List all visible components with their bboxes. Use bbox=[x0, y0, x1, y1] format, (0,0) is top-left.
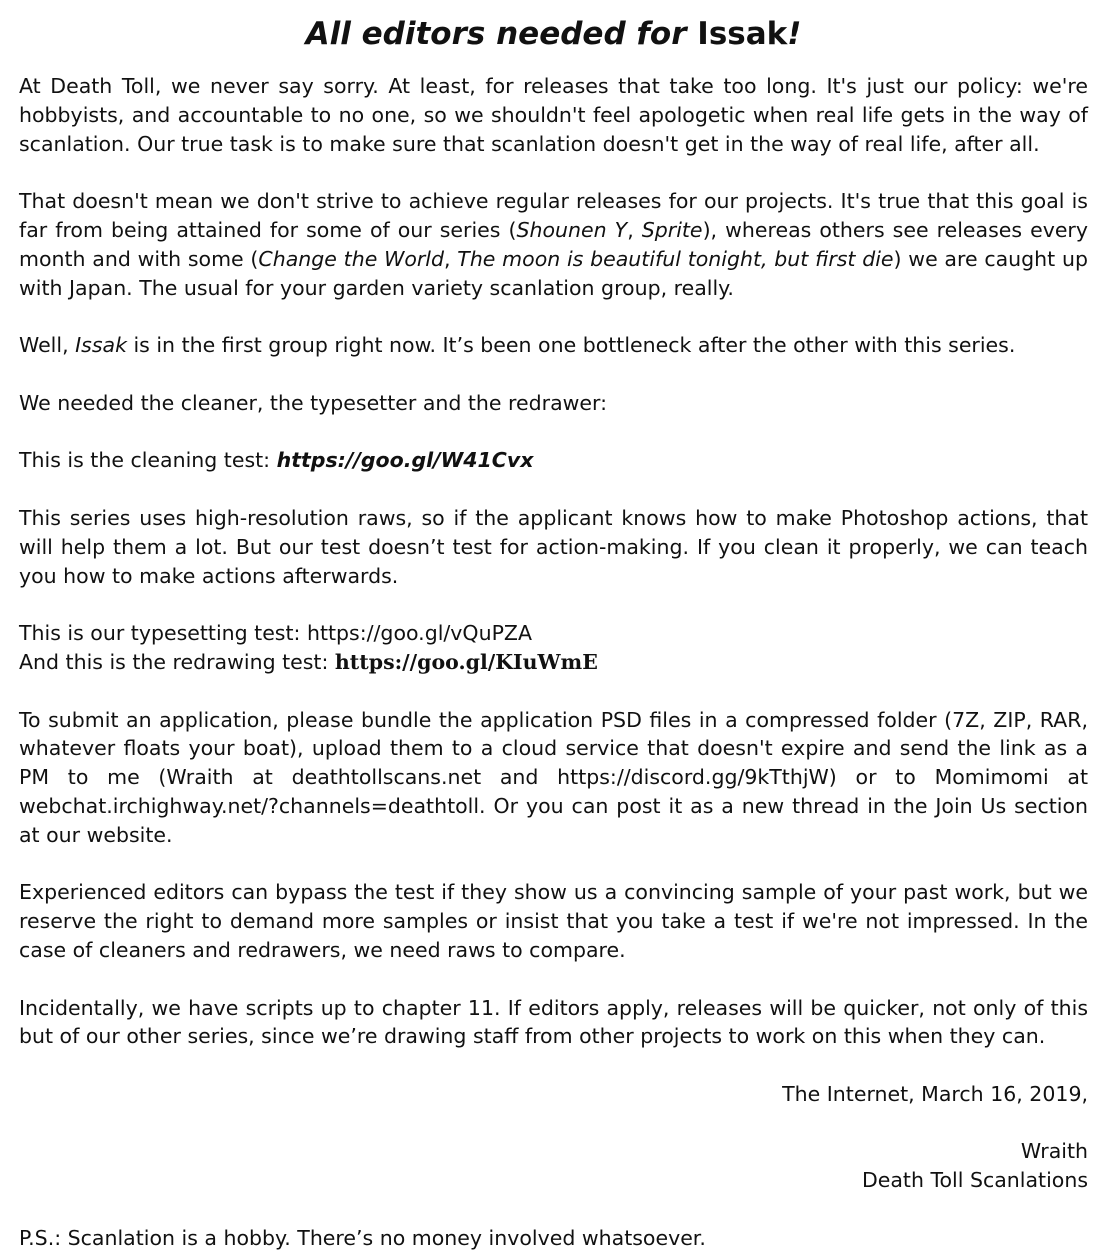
cleaning-test-link[interactable]: https://goo.gl/W41Cvx bbox=[276, 448, 534, 473]
series-title: Issak bbox=[75, 333, 127, 358]
dateline: The Internet, March 16, 2019, bbox=[782, 1081, 1088, 1106]
experienced-editors-paragraph: Experienced editors can bypass the test if they show us a convincing sample of your past work, but we reserve the right to demand more samples or insist that you take a test if we're not impressed. In the case of cleaners and redrawers, we need raws to compare. bbox=[19, 880, 1088, 962]
redrawing-test-label: And this is the redrawing test: bbox=[19, 649, 335, 674]
series-title: Shounen Y bbox=[516, 217, 628, 242]
text-segment: ), whereas others see releases every month and with some ( bbox=[19, 217, 1088, 271]
title-series-name: Issak bbox=[697, 16, 788, 52]
text-segment: is in the first group right now. It’s been one bottleneck after the other with this series. bbox=[126, 333, 1016, 358]
signature bbox=[19, 1137, 1088, 1195]
typesetting-test-link[interactable]: https://goo.gl/vQuPZA bbox=[306, 621, 532, 646]
intro-paragraph: At Death Toll, we never say sorry. At least, for releases that take too long. It's just our policy: we're hobbyists, and accountable to no one, so we shouldn't feel apologetic when real life gets in the way of scanlation. Our true task is to make sure that scanlation doesn't get in the way of real life, after all. bbox=[19, 74, 1088, 156]
cleaning-test-paragraph bbox=[19, 446, 1088, 475]
text-segment: , bbox=[627, 217, 642, 242]
tests-paragraph bbox=[19, 619, 1088, 677]
text-segment: Well, bbox=[19, 333, 76, 358]
text-segment: ) we are caught up with Japan. The usual for your garden variety scanlation group, really. bbox=[19, 246, 1088, 300]
title-italic: All editors needed for bbox=[305, 16, 687, 52]
redrawing-test-link[interactable]: https://goo.gl/KIuWmE bbox=[334, 649, 598, 674]
signature-name: Wraith bbox=[1020, 1139, 1088, 1164]
text-segment: That doesn't mean we don't strive to achieve regular releases for our projects. It's true that this goal is far from being attained for some of our series ( bbox=[19, 189, 1088, 242]
page-title bbox=[19, 14, 1088, 54]
cleaning-test-label: This is the cleaning test: bbox=[19, 448, 277, 473]
roles-needed-paragraph: We needed the cleaner, the typesetter and the redrawer: bbox=[19, 390, 608, 415]
issak-status-paragraph bbox=[19, 331, 1088, 360]
series-title: Sprite bbox=[641, 217, 703, 242]
submission-paragraph: To submit an application, please bundle the application PSD files in a compressed folder (7Z, ZIP, RAR, whatever floats your boat), upload them to a cloud service that doesn't expire and send the link as a PM to me (Wraith at deathtollscans.net and https://discord.gg/9kTthjW) or to Momimomi at webchat.irchighway.net/?channels=deathtoll. Or you can post it as a new thread in the Join Us section at our website. bbox=[19, 707, 1088, 847]
typesetting-test-label: This is our typesetting test: bbox=[19, 621, 307, 646]
series-title: Change the World bbox=[258, 246, 445, 271]
scripts-paragraph: Incidentally, we have scripts up to chapter 11. If editors apply, releases will be quicker, not only of this but of our other series, since we’re drawing staff from other projects to work on this when they can. bbox=[19, 995, 1088, 1049]
photoshop-actions-paragraph: This series uses high-resolution raws, so if the applicant knows how to make Photoshop actions, that will help them a lot. But our test doesn’t test for action-making. If you clean it properly, we can teach you how to make actions afterwards. bbox=[19, 505, 1088, 588]
postscript: P.S.: Scanlation is a hobby. There’s no money involved whatsoever. bbox=[19, 1225, 706, 1250]
series-title: The moon is beautiful tonight, but first die bbox=[457, 246, 894, 271]
title-exclamation: ! bbox=[787, 16, 802, 52]
release-schedule-paragraph bbox=[19, 187, 1088, 302]
text-segment: , bbox=[444, 246, 458, 271]
signature-group: Death Toll Scanlations bbox=[861, 1168, 1088, 1193]
